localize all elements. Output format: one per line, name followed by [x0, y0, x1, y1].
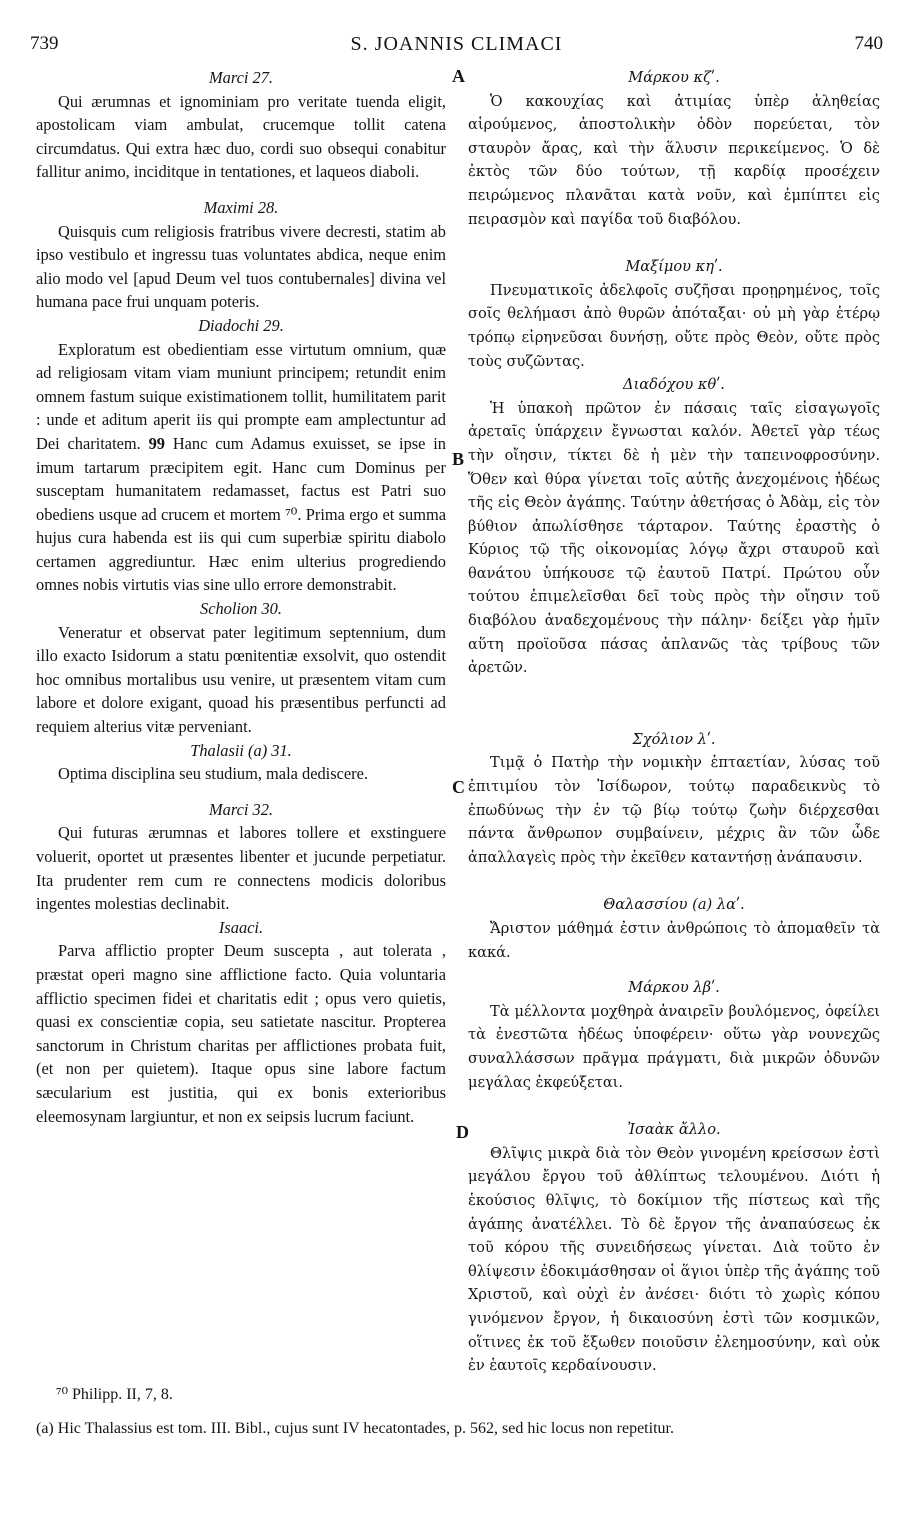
greek-paragraph: Τιμᾷ ὁ Πατὴρ τὴν νομικὴν ἑπταετίαν, λύσας τοῦ ἐπιτιμίου τὸν Ἰσίδωρον, τούτῳ παραδεικνὺς τὸ ἐπωδύνως τὴν ἐν τῷ βίῳ τούτῳ ζωὴν διέρχεσθαι πάντα ἄνθρωπον συμβαίνειν, μέχρις ἂν τῶν ὧδε ἀπαλλαγεὶς πρὸς τὴν ἐκεῖθεν καταντήσῃ ἀνάπαυσιν. [468, 754, 880, 866]
greek-paragraph: Πνευματικοῖς ἀδελφοῖς συζῆσαι προῃρημένος, τοῖς σοῖς θελήμασι ἀπὸ θυρῶν ἀπόταξαι· οὐ μὴ γὰρ ἑτέρῳ τρόπῳ εἰρηνεῦσαι δυνήσῃ, οὔτε πρὸς Θεὸν, οὔτε πρὸς τοὺς συζῶντας. [468, 281, 880, 370]
section-heading: Θαλασσίου (a) λαʹ. [603, 896, 745, 914]
latin-paragraph: Parva afflictio propter Deum suscepta , aut tolerata , præstat operi magno sine afflictione facto. Quia voluntaria afflictio specimen fidei et charitatis edit ; opus vero quietis, quasi ex conscientiæ copia, seu satietate nascitur. Propterea sanctorum in Christum charitas per afflictiones probata fuit, (et non per quietem). Itaque opus sine labore factum sæcularium est justitia, qui ex bonis exterioribus eleemosynam largiuntur, et non ex seipsis lucrum faciunt. [36, 941, 446, 1126]
paragraph-text-part: Exploratum est obedientiam esse virtutum omnium, quæ ad religiosam vitam viam muniunt principem; retundit enim omnem fastum suique existimationem tollit, humilitatem parit : unde et aditum aperit iis qui prompte eam amplectuntur ad Dei charitatem. [36, 339, 446, 453]
page-header [30, 33, 883, 59]
greek-column [468, 66, 880, 1378]
section-heading: Ἰσαὰκ ἄλλο. [627, 1121, 721, 1139]
margin-marker-a: A [452, 66, 465, 86]
section-heading: Μάρκου λβʹ. [628, 979, 720, 997]
latin-paragraph: Qui ærumnas et ignominiam pro veritate tuenda eligit, apostolicam viam ambulat, crucemque tollit catena circumdatus. Qui extra hæc duo, cordi suo obsequi conabitur fallitur animo, inciditque in tentationes, et laqueos diaboli. [36, 91, 446, 182]
section-heading: Thalasii (a) 31. [190, 740, 292, 760]
section-heading: Scholion 30. [200, 599, 282, 619]
greek-paragraph: Ἄριστον μάθημά ἐστιν ἀνθρώποις τὸ ἀπομαθεῖν τὰ κακά. [468, 920, 880, 961]
latin-paragraph: Quisquis cum religiosis fratribus vivere decresti, statim ab ipso vestibulo et ingressu tuas voluntates abdica, neque enim alio modo vel [apud Deum vel tuos contubernales] divina vel humana pace frui unquam poteris. [36, 221, 446, 312]
margin-marker-d: D [456, 1122, 469, 1142]
greek-paragraph: Τὰ μέλλοντα μοχθηρὰ ἀναιρεῖν βουλόμενος, ὀφείλει τὰ ἐνεστῶτα ἡδέως ὑποφέρειν· οὕτω γὰρ νουνεχῶς συναλλάσσων πρᾶγμα πράγματι, διὰ μικρῶν ὀδυνῶν μεγάλας ἐκφεύξεται. [468, 1002, 880, 1091]
latin-paragraph [36, 338, 446, 598]
greek-paragraph: Ὁ κακουχίας καὶ ἀτιμίας ὑπὲρ ἀληθείας αἱρούμενος, ἀποστολικὴν ὁδὸν πορεύεται, τὸν σταυρὸν ἄρας, καὶ τὴν ἅλυσιν περικείμενος. Ὁ δὲ ἐκτὸς τῶν δύο τούτων, τῇ καρδίᾳ προσέχειν πειρώμενος πλανᾶται κατὰ νοῦν, καὶ ἐμπίπτει εἰς πειρασμὸν καὶ παγίδα τοῦ διαβόλου. [468, 92, 880, 228]
latin-paragraph: Optima disciplina seu studium, mala dediscere. [58, 764, 368, 784]
page-number-left: 739 [30, 33, 59, 54]
section-heading: Διαδόχου κθʹ. [623, 376, 725, 394]
section-heading: Diadochi 29. [198, 315, 284, 335]
latin-column [36, 66, 446, 1128]
section-heading: Marci 27. [208, 68, 274, 87]
margin-marker-c: C [452, 777, 465, 797]
page-number-right: 740 [854, 33, 883, 54]
page-reference-number: 99 [148, 433, 165, 453]
latin-paragraph: Veneratur et observat pater legitimum septennium, dum illo exacto Isidorum a statu pœnitentiæ exsolvit, quo ostendit hoc omnibus mortalibus usu venire, ut præsentem vitam cum labore et dolore exigant, quoad his præsentibus perfuncti ad requiem alterius vitæ perveniant. [36, 622, 446, 737]
footnote-reference: ⁷⁰ Philipp. II, 7, 8. [56, 1386, 173, 1403]
margin-marker-b: B [452, 449, 465, 469]
running-title: S. JOANNIS CLIMACI [350, 33, 563, 55]
latin-paragraph: Qui futuras ærumnas et labores tollere et exstinguere voluerit, oportet ut præsentes libenter et jucunde perpetiatur. Ita prudenter rem cum re connectens modicis doloribus ingentes molestias declinabit. [36, 823, 446, 914]
section-heading: Μάρκου κζʹ. [628, 69, 720, 86]
section-heading: Isaaci. [218, 917, 264, 937]
paragraph-text-part: Hanc cum Adamus exuisset, se ipse in imum tartarum præcipitem egit. Hanc cum Dominus per susceptam humanitatem redamasset, factus est Patri suo obediens usque ad crucem et mortem ⁷⁰. Prima ergo et summa hujus cura habenda est iis qui cum superbiæ spiritu diabolo certamen aggrediuntur. Hæc enim ulterius progrediendo omnes nobis virtutis vias sine ullo errore demonstrabit. [36, 433, 446, 595]
section-heading: Μαξίμου κηʹ. [625, 258, 723, 276]
section-heading: Maximi 28. [203, 197, 279, 217]
section-heading: Σχόλιον λʹ. [632, 730, 716, 748]
section-heading: Marci 32. [208, 799, 274, 819]
footnote-a: (a) Hic Thalassius est tom. III. Bibl., cujus sunt IV hecatontades, p. 562, sed hic locus non repetitur. [36, 1420, 674, 1437]
greek-paragraph: Θλῖψις μικρὰ διὰ τὸν Θεὸν γινομένη κρείσσων ἐστὶ μεγάλου ἔργου τοῦ ἀθλίπτως τελουμένου. Διότι ἡ ἑκούσιος θλῖψις, τὸ δοκίμιον τῆς πίστεως καὶ τῆς ἀγάπης ἀνατέλλει. Τὸ δὲ ἔργον τῆς ἀναπαύσεως ἐκ τοῦ κόρου τῆς συνειδήσεως γίνεται. Διὰ τοῦτο ἐν θλίψεσιν ἐδοκιμάσθησαν οἱ ἅγιοι ὑπὲρ τῆς ἀγάπης τοῦ Χριστοῦ, καὶ οὐχὶ ἐν ἀνέσει· διότι τὸ χωρὶς κόπου γινόμενον ἔργον, ἡ δικαιοσύνη ἐστὶ τῶν κοσμικῶν, οἵτινες ἐκ τοῦ ἔξωθεν ποιοῦσιν ἐλεημοσύνην, καὶ οὐκ ἐν ἑαυτοῖς κερδαίνουσιν. [468, 1144, 880, 1375]
footnotes [36, 1384, 886, 1446]
greek-paragraph: Ἡ ὑπακοὴ πρῶτον ἐν πάσαις ταῖς εἰσαγωγοῖς ἀρεταῖς ὑπάρχειν ἔγνωσται καλόν. Ἀθετεῖ γὰρ τέως τὴν οἴησιν, τίκτει δὲ ἡ μὲν τὴν ταπεινοφροσύνην. Ὅθεν καὶ θύρα γίνεται τοῖς αὐτῆς ἀνεχομένοις ἡδέως τῆς εἰς Θεὸν ἀγάπης. Ταύτην ἀθετήσας ὁ Ἀδὰμ, εἰς τὸν βύθιον ἀπωλίσθησε τάρταρον. Ταύτης ἐραστὴς ὁ Κύριος τῷ τῆς οἰκονομίας λόγῳ ἄχρι σταυροῦ καὶ θανάτου ὑπήκουσε τῷ ἑαυτοῦ Πατρί. Πρώτου οὖν τούτου ἐπιμελεῖσθαι δεῖ τοὺς πρὸς τὴν οἴησιν τοῦ διαβόλου ἀναδεχομένους τὴν πάλην· δείξει γὰρ ἡμῖν αὕτη προϊοῦσα πάσας ἀπλανῶς τὰς τρίβους τῶν ἀρετῶν. [468, 399, 880, 677]
